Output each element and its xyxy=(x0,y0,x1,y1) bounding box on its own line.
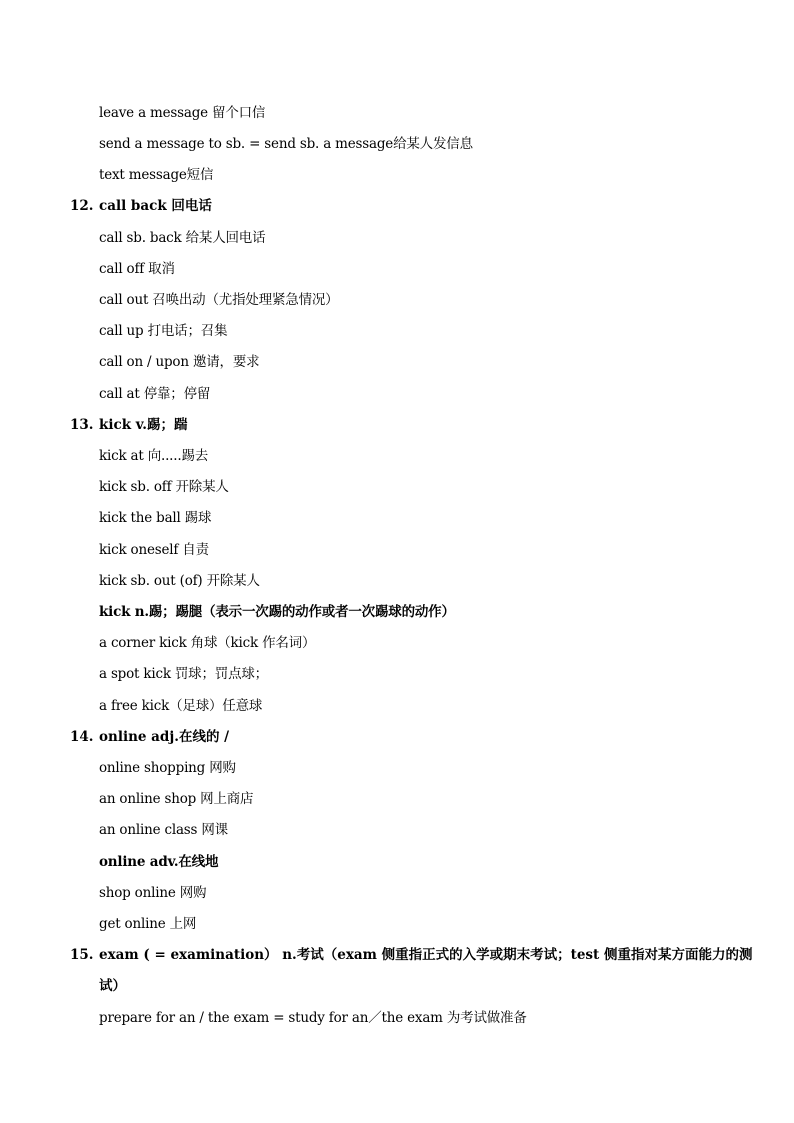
line-1: send a message to sb. = send sb. a message给某人发信息 xyxy=(99,136,473,152)
line-25: shop online 网购 xyxy=(99,885,207,901)
line-4: call sb. back 给某人回电话 xyxy=(99,230,266,246)
line-29: prepare for an / the exam = study for an／the exam 为考试做准备 xyxy=(99,1010,527,1026)
heading-text: online adj.在线的 / xyxy=(99,729,230,745)
item-number: 15. xyxy=(70,947,94,963)
line-9: call at 停靠；停留 xyxy=(99,386,211,402)
line-12: kick sb. off 开除某人 xyxy=(99,479,229,495)
line-22: an online shop 网上商店 xyxy=(99,791,254,807)
heading-text: call back 回电话 xyxy=(99,198,212,214)
line-24: online adv.在线地 xyxy=(99,854,219,870)
line-26: get online 上网 xyxy=(99,916,197,932)
item-number: 14. xyxy=(70,729,94,745)
line-11: kick at 向.....踢去 xyxy=(99,448,209,464)
line-0: leave a message 留个口信 xyxy=(99,105,266,121)
line-6: call out 召唤出动（尤指处理紧急情况） xyxy=(99,292,339,308)
line-18: a spot kick 罚球；罚点球； xyxy=(99,666,268,682)
line-23: an online class 网课 xyxy=(99,822,228,838)
line-7: call up 打电话；召集 xyxy=(99,323,228,339)
line-5: call off 取消 xyxy=(99,261,175,277)
heading-15 xyxy=(70,947,752,963)
heading-12 xyxy=(70,198,212,214)
heading-14 xyxy=(70,729,229,745)
line-16: kick n.踢；踢腿（表示一次踢的动作或者一次踢球的动作） xyxy=(99,604,455,620)
item-number: 13. xyxy=(70,417,94,433)
line-17: a corner kick 角球（kick 作名词） xyxy=(99,635,316,651)
item-number: 12. xyxy=(70,198,94,214)
line-19: a free kick（足球）任意球 xyxy=(99,698,263,714)
line-2: text message短信 xyxy=(99,167,214,183)
line-13: kick the ball 踢球 xyxy=(99,510,212,526)
line-14: kick oneself 自责 xyxy=(99,542,209,558)
line-8: call on / upon 邀请，要求 xyxy=(99,354,260,370)
line-21: online shopping 网购 xyxy=(99,760,236,776)
heading-15-continued: 试） xyxy=(99,978,126,994)
heading-text: kick v.踢；踹 xyxy=(99,417,188,433)
heading-text: exam ( = examination） n.考试（exam 侧重指正式的入学或期末考试；test 侧重指对某方面能力的测 xyxy=(99,947,753,963)
line-15: kick sb. out (of) 开除某人 xyxy=(99,573,260,589)
heading-13 xyxy=(70,417,187,433)
